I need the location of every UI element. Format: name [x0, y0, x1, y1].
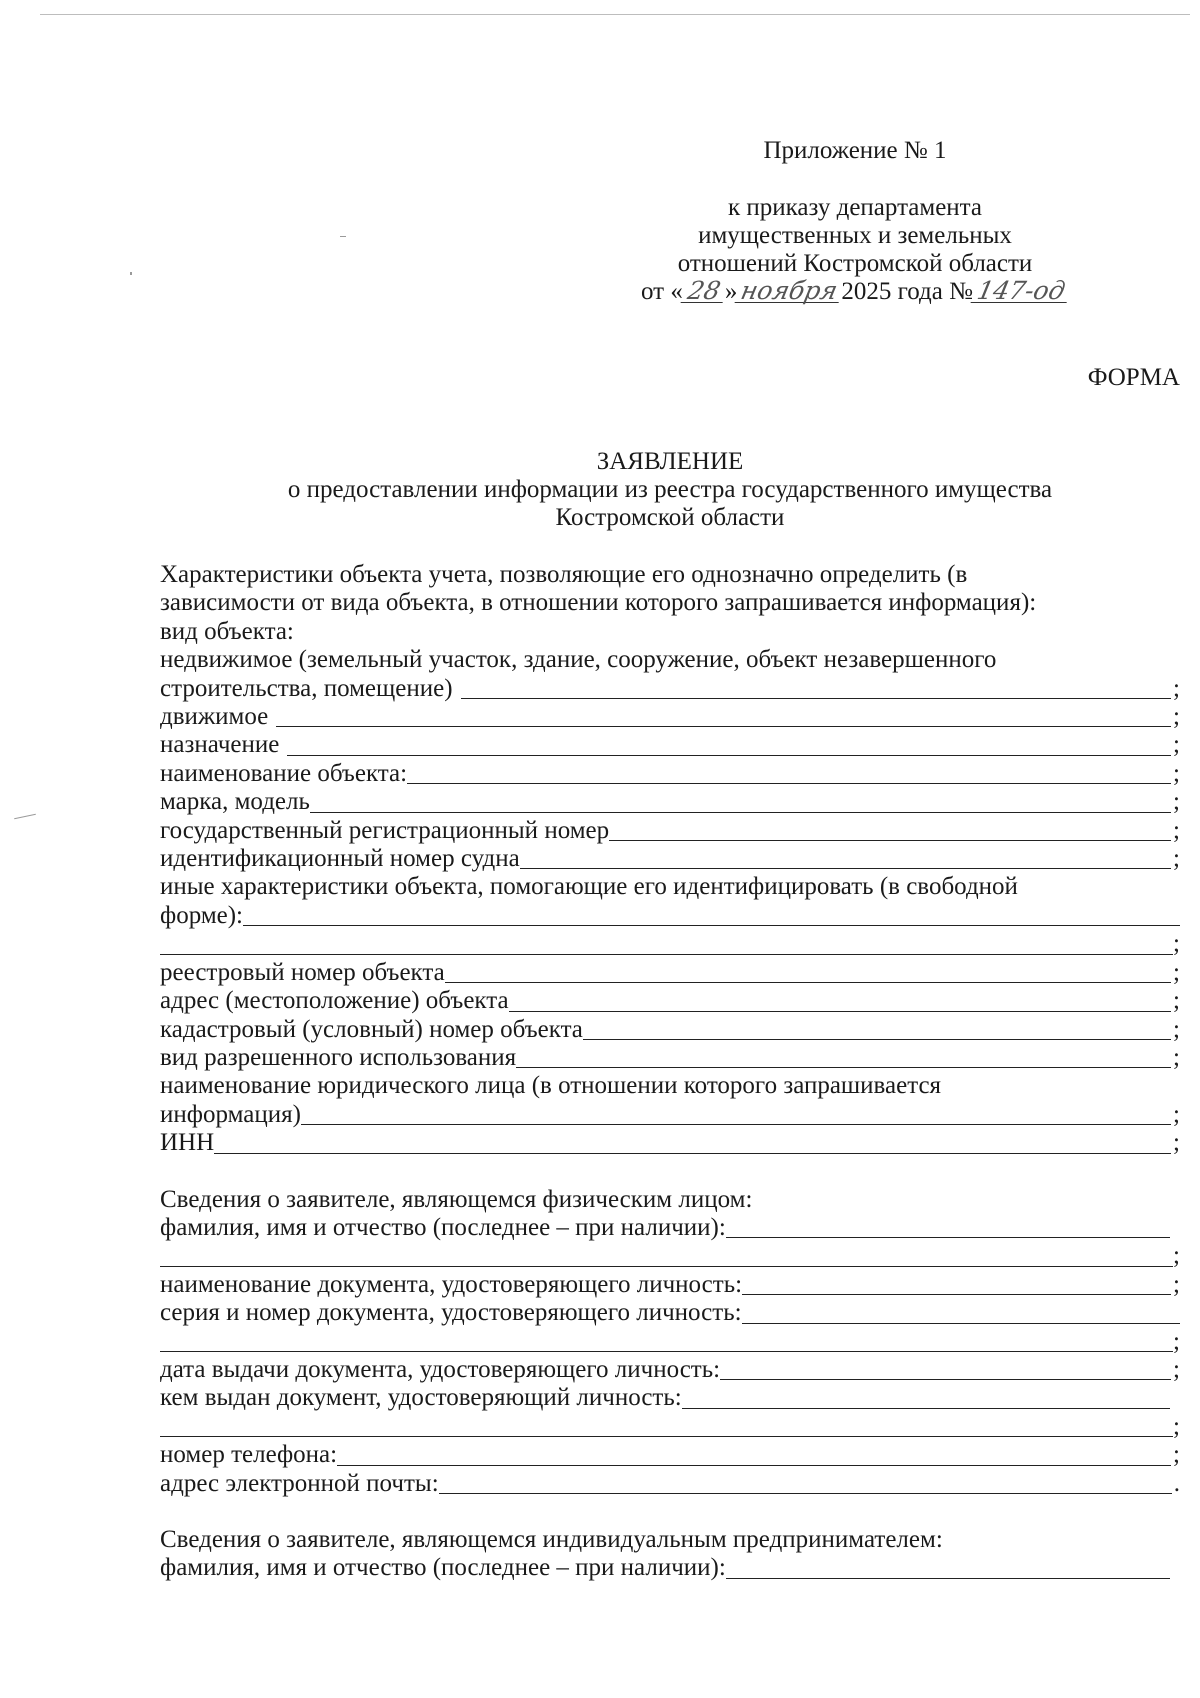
document-title: ЗАЯВЛЕНИЕ [596, 448, 744, 475]
other-characteristics-continuation [160, 930, 1180, 958]
object-name-label: наименование объекта: [160, 759, 408, 787]
person-section-heading: Сведения о заявителе, являющемся физическим лицом: [160, 1185, 753, 1213]
vessel-id-blank[interactable] [520, 846, 1171, 869]
semicolon: ; [1173, 1355, 1180, 1383]
person-fio-blank-2[interactable] [160, 1244, 1173, 1267]
object-name-field [160, 760, 1180, 788]
brand-model-blank[interactable] [310, 790, 1171, 813]
inn-blank[interactable] [214, 1131, 1171, 1154]
permitted-use-field [160, 1044, 1180, 1072]
other-characteristics-label-line-2: форме): [160, 901, 244, 929]
semicolon: ; [1173, 759, 1180, 787]
cadastral-number-blank[interactable] [583, 1017, 1171, 1040]
semicolon: ; [1173, 1327, 1180, 1355]
legal-entity-label-line-2: информация) [160, 1100, 301, 1128]
document-subtitle-line-2: Костромской области [555, 504, 785, 531]
address-blank[interactable] [509, 989, 1171, 1012]
movable-field [160, 703, 1180, 731]
scan-speck [340, 236, 346, 237]
annex-date-line [600, 278, 1110, 306]
semicolon: ; [1173, 1270, 1180, 1298]
registry-number-label: реестровый номер объекта [160, 958, 445, 986]
person-doc-series-continuation [160, 1328, 1180, 1356]
person-phone-field [160, 1441, 1180, 1469]
entrepreneur-section-heading: Сведения о заявителе, являющемся индивидуальным предпринимателем: [160, 1526, 943, 1553]
cadastral-number-label: кадастровый (условный) номер объекта [160, 1015, 583, 1043]
entrepreneur-fio-blank[interactable] [726, 1556, 1170, 1579]
object-intro-line-2: зависимости от вида объекта, в отношении которого запрашивается информация): [160, 589, 1037, 617]
purpose-field [160, 731, 1180, 759]
annex-line-2: имущественных и земельных [698, 222, 1012, 249]
person-doc-issuer-label: кем выдан документ, удостоверяющий личность: [160, 1384, 682, 1412]
inn-field [160, 1129, 1180, 1157]
legal-entity-field [160, 1101, 1180, 1129]
person-fio-field [160, 1214, 1180, 1242]
person-email-field [160, 1470, 1180, 1498]
address-label: адрес (местоположение) объекта [160, 987, 509, 1015]
inn-label: ИНН [160, 1129, 215, 1157]
scan-speck [130, 272, 132, 275]
semicolon: ; [1173, 788, 1180, 816]
person-doc-issuer-field [160, 1384, 1180, 1412]
document-subtitle-line-1: о предоставлении информации из реестра государственного имущества [287, 476, 1053, 503]
semicolon: ; [1173, 1129, 1180, 1157]
semicolon: ; [1173, 1043, 1180, 1071]
annex-line-1: к приказу департамента [727, 194, 983, 221]
purpose-blank[interactable] [287, 733, 1171, 756]
immovable-blank[interactable] [461, 676, 1172, 699]
semicolon: ; [1173, 958, 1180, 986]
other-characteristics-label-line-1: иные характеристики объекта, помогающие его идентифицировать (в свободной [160, 873, 1018, 901]
entrepreneur-fio-field [160, 1554, 1180, 1582]
person-fio-label: фамилия, имя и отчество (последнее – при наличии): [160, 1213, 726, 1241]
reg-number-field [160, 817, 1180, 845]
semicolon: ; [1173, 731, 1180, 759]
legal-entity-blank[interactable] [301, 1102, 1171, 1125]
person-phone-blank[interactable] [337, 1443, 1171, 1466]
immovable-label-line-1: недвижимое (земельный участок, здание, сооружение, объект незавершенного [160, 646, 997, 674]
other-characteristics-blank-2[interactable] [160, 932, 1173, 955]
form-label: ФОРМА [1087, 364, 1180, 391]
document-heading [160, 448, 1180, 532]
scan-speck [14, 814, 36, 820]
legal-entity-label-line-1: наименование юридического лица (в отношении которого запрашивается [160, 1072, 942, 1100]
brand-model-field [160, 788, 1180, 816]
person-doc-name-label: наименование документа, удостоверяющего личность: [160, 1270, 743, 1298]
handwritten-order-number: 147-од [971, 280, 1072, 303]
handwritten-day: 28 [680, 280, 727, 303]
date-year: 2025 года № [841, 278, 973, 305]
semicolon: ; [1173, 816, 1180, 844]
movable-blank[interactable] [276, 704, 1171, 727]
handwritten-month: ноября [735, 280, 844, 303]
object-intro-line-1: Характеристики объекта учета, позволяющие его однозначно определить (в [160, 561, 968, 588]
other-characteristics-blank[interactable] [243, 903, 1180, 926]
registry-number-blank[interactable] [445, 960, 1171, 983]
annex-title: Приложение № 1 [763, 137, 947, 164]
purpose-label: назначение [160, 731, 280, 759]
semicolon: ; [1173, 845, 1180, 873]
vessel-id-field [160, 845, 1180, 873]
person-doc-series-blank[interactable] [742, 1301, 1180, 1324]
address-field [160, 987, 1180, 1015]
movable-label: движимое [160, 703, 269, 731]
semicolon: ; [1173, 987, 1180, 1015]
date-prefix: от « [641, 278, 683, 305]
other-characteristics-field [160, 902, 1180, 930]
person-phone-label: номер телефона: [160, 1441, 338, 1469]
person-fio-continuation [160, 1242, 1180, 1270]
form-body [160, 561, 1180, 1583]
semicolon: ; [1173, 1242, 1180, 1270]
section-gap [160, 1158, 1180, 1186]
object-kind-label: вид объекта: [160, 617, 294, 645]
person-fio-blank[interactable] [726, 1215, 1170, 1238]
annex-line-3: отношений Костромской области [677, 250, 1033, 277]
reg-number-label: государственный регистрационный номер [160, 816, 610, 844]
person-doc-series-field [160, 1299, 1180, 1327]
person-doc-name-field [160, 1271, 1180, 1299]
cadastral-number-field [160, 1016, 1180, 1044]
semicolon: ; [1173, 1441, 1180, 1469]
permitted-use-blank[interactable] [516, 1045, 1171, 1068]
period: . [1173, 1469, 1180, 1497]
person-doc-date-label: дата выдачи документа, удостоверяющего личность: [160, 1355, 721, 1383]
semicolon: ; [1173, 1412, 1180, 1440]
person-doc-name-blank[interactable] [742, 1272, 1171, 1295]
reg-number-blank[interactable] [609, 818, 1171, 841]
vessel-id-label: идентификационный номер судна [160, 845, 520, 873]
permitted-use-label: вид разрешенного использования [160, 1043, 517, 1071]
semicolon: ; [1173, 1015, 1180, 1043]
registry-number-field [160, 959, 1180, 987]
person-doc-issuer-blank[interactable] [682, 1386, 1170, 1409]
person-email-blank[interactable] [439, 1471, 1172, 1494]
immovable-label-line-2: строительства, помещение) [160, 674, 453, 702]
person-email-label: адрес электронной почты: [160, 1469, 439, 1497]
person-doc-issuer-continuation [160, 1413, 1180, 1441]
semicolon: ; [1173, 930, 1180, 958]
brand-model-label: марка, модель [160, 788, 310, 816]
semicolon: ; [1173, 674, 1180, 702]
object-name-blank[interactable] [407, 761, 1171, 784]
scan-top-edge-line [40, 14, 1190, 15]
semicolon: ; [1173, 1100, 1180, 1128]
person-doc-date-field [160, 1356, 1180, 1384]
entrepreneur-fio-label: фамилия, имя и отчество (последнее – при наличии): [160, 1554, 726, 1582]
date-mid: » [724, 278, 738, 305]
semicolon: ; [1173, 703, 1180, 731]
immovable-field [160, 675, 1180, 703]
person-doc-series-blank-2[interactable] [160, 1329, 1173, 1352]
person-doc-date-blank[interactable] [720, 1357, 1171, 1380]
annex-order-reference [600, 194, 1110, 306]
person-doc-series-label: серия и номер документа, удостоверяющего личность: [160, 1299, 742, 1327]
section-gap [160, 1498, 1180, 1526]
person-doc-issuer-blank-2[interactable] [160, 1414, 1173, 1437]
